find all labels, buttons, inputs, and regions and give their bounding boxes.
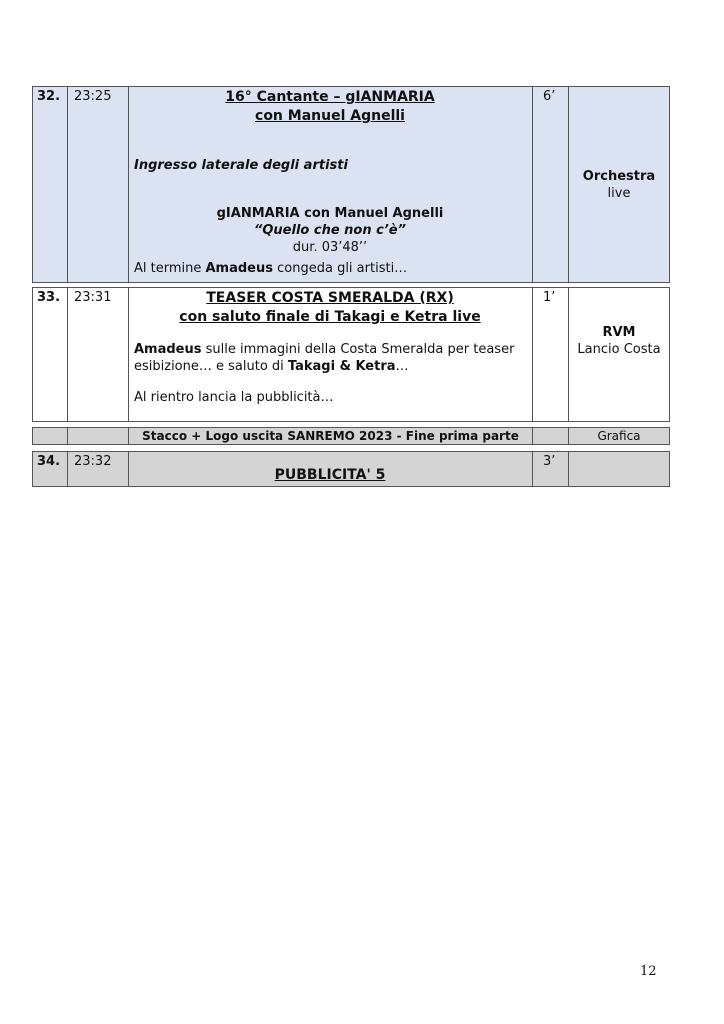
closing-note: Al termine Amadeus congeda gli artisti… bbox=[134, 261, 408, 276]
resource-label: Orchestra bbox=[582, 168, 656, 184]
resource-label: RVM bbox=[602, 325, 636, 340]
row-subtitle: con Manuel Agnelli bbox=[255, 108, 405, 124]
rundown-row-32 bbox=[32, 86, 670, 283]
performer-line: gIANMARIA con Manuel Agnelli bbox=[216, 206, 444, 221]
row-duration: 1’ bbox=[533, 288, 569, 422]
stage-note: Ingresso laterale degli artisti bbox=[134, 158, 348, 173]
row-number: 33. bbox=[33, 288, 68, 422]
empty-cell bbox=[68, 428, 129, 445]
resource-sub: Lancio Costa bbox=[577, 342, 661, 357]
song-duration: dur. 03’48’’ bbox=[292, 240, 368, 255]
row-time: 23:32 bbox=[68, 452, 129, 487]
row-content bbox=[129, 87, 533, 283]
return-note: Al rientro lancia la pubblicità… bbox=[134, 390, 334, 405]
description-paragraph: Amadeus sulle immagini della Costa Smeralda per teaser esibizione… e saluto di Takagi & Ketra… bbox=[134, 342, 515, 374]
row-title: PUBBLICITA' 5 bbox=[274, 467, 386, 483]
row-time: 23:31 bbox=[68, 288, 129, 422]
row-resource bbox=[569, 87, 670, 283]
row-content bbox=[129, 452, 533, 487]
row-content bbox=[129, 288, 533, 422]
rundown-row-33 bbox=[32, 287, 670, 422]
empty-cell bbox=[533, 428, 569, 445]
row-title: 16° Cantante – gIANMARIA bbox=[225, 89, 435, 105]
stacco-row bbox=[32, 427, 670, 445]
row-subtitle: con saluto finale di Takagi e Ketra live bbox=[179, 309, 481, 325]
song-title: “Quello che non c’è” bbox=[254, 223, 406, 238]
row-duration: 3’ bbox=[533, 452, 569, 487]
resource-sub: live bbox=[607, 185, 631, 201]
row-resource bbox=[569, 288, 670, 422]
stacco-resource: Grafica bbox=[569, 428, 670, 445]
row-title: TEASER COSTA SMERALDA (RX) bbox=[206, 290, 454, 306]
stacco-text: Stacco + Logo uscita SANREMO 2023 - Fine prima parte bbox=[129, 428, 533, 445]
row-number: 34. bbox=[33, 452, 68, 487]
rundown-row-34 bbox=[32, 451, 670, 487]
row-number: 32. bbox=[33, 87, 68, 283]
page-number: 12 bbox=[640, 964, 657, 979]
empty-cell bbox=[33, 428, 68, 445]
row-time: 23:25 bbox=[68, 87, 129, 283]
row-duration: 6’ bbox=[533, 87, 569, 283]
row-resource bbox=[569, 452, 670, 487]
